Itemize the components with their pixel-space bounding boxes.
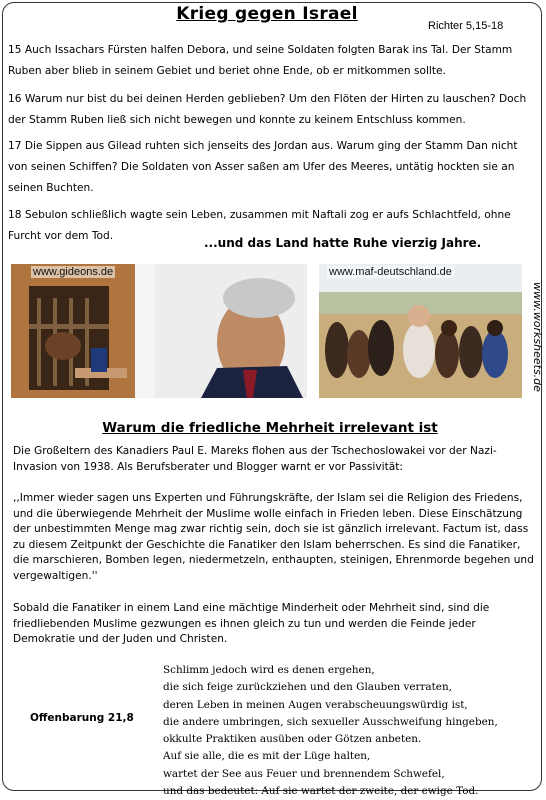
revelation-reference: Offenbarung 21,8 bbox=[30, 712, 134, 724]
quote-paragraph: ,,Immer wieder sagen uns Experten und Führungskräfte, der Islam sei die Religion des Friedens, und die überwiegende Mehrheit der Muslime wolle einfach in Frieden leben. Diese Einschätzung der unbestimmten Menge mag zwar richtig sein, doch sie ist gänzlich irrelevant. Factum ist, dass zu diesem Zeitpunkt der Geschichte die Fanatiker den Islam beherrschen. Es sind die Fanatiker, die marschieren, Bomben legen, niedermetzeln, enthaupten, steinigen, Ehrenmorde begehen und vergewaltigen.'' bbox=[13, 492, 534, 582]
gideons-photo-illustration bbox=[11, 264, 307, 398]
revelation-line: Schlimm jedoch wird es denen ergehen, bbox=[163, 664, 375, 676]
tagline: ...und das Land hatte Ruhe vierzig Jahre. bbox=[204, 236, 482, 250]
revelation-text bbox=[163, 662, 533, 800]
revelation-line: die andere umbringen, sich sexueller Ausschweifung hingeben, bbox=[163, 715, 498, 728]
page-title: Krieg gegen Israel bbox=[176, 4, 358, 24]
revelation-line: und das bedeutet: Auf sie wartet der zweite, der ewige Tod. bbox=[163, 785, 479, 798]
verse-15: 15 Auch Issachars Fürsten halfen Debora, und seine Soldaten folgten Barak ins Tal. Der Stamm Ruben aber blieb in seinem Gebiet und beriet ohne Ende, ob er mitkommen sollte. bbox=[8, 44, 513, 77]
verse-17: 17 Die Sippen aus Gilead ruhten sich jenseits des Jordan aus. Warum ging der Stamm Dan nicht von seinen Schiffen? Die Soldaten von Asser saßen am Ufer des Meeres, untätig hockten sie an seinen Buchten. bbox=[8, 140, 518, 194]
maf-photo-illustration bbox=[319, 264, 522, 398]
photo-credit-gideons: www.gideons.de bbox=[33, 266, 114, 278]
bible-reference: Richter 5,15-18 bbox=[428, 20, 504, 32]
revelation-line: okkulte Praktiken ausüben oder Götzen anbeten. bbox=[163, 733, 422, 746]
section-heading: Warum die friedliche Mehrheit irrelevant ist bbox=[102, 420, 438, 436]
intro-paragraph: Die Großeltern des Kanadiers Paul E. Mareks flohen aus der Tschechoslowakei vor der Nazi-Invasion von 1938. Als Berufsberater und Blogger warnt er vor Passivität: bbox=[13, 445, 497, 473]
worksheets-credit: www.worksheets.de bbox=[531, 282, 544, 392]
maf-photo bbox=[319, 264, 522, 398]
gideons-photo bbox=[11, 264, 307, 398]
revelation-line: die sich feige zurückziehen und den Glauben verraten, bbox=[163, 681, 452, 694]
verse-18: 18 Sebulon schließlich wagte sein Leben, zusammen mit Naftali zog er aufs Schlachtfeld, ohne Furcht vor dem Tod. bbox=[8, 209, 511, 242]
photo-credit-maf: www.maf-deutschland.de bbox=[329, 266, 452, 278]
verse-16: 16 Warum nur bist du bei deinen Herden geblieben? Um den Flöten der Hirten zu lauschen? Doch der Stamm Ruben ließ sich nicht bewegen und konnte zu keinem Entschluss kommen. bbox=[8, 93, 527, 126]
revelation-line: Auf sie alle, die es mit der Lüge halten, bbox=[163, 750, 371, 763]
revelation-line: wartet der See aus Feuer und brennendem Schwefel, bbox=[163, 767, 445, 780]
revelation-line: deren Leben in meinen Augen verabscheuungswürdig ist, bbox=[163, 698, 468, 711]
conclusion-paragraph: Sobald die Fanatiker in einem Land eine mächtige Minderheit oder Mehrheit sind, sind die friedliebenden Muslime gezwungen es ihnen gleich zu tun und werden die Feinde jeder Demokratie und der Juden und Christen. bbox=[13, 602, 490, 645]
